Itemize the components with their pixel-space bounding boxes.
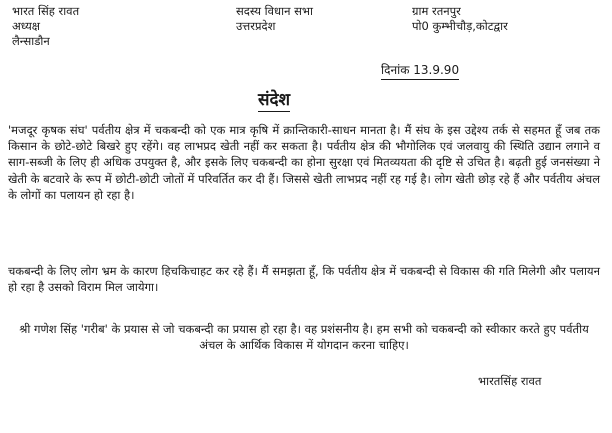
office-block bbox=[236, 4, 313, 34]
signature: भारतसिंह रावत bbox=[478, 374, 542, 388]
letter-date: दिनांक 13.9.90 bbox=[381, 63, 459, 80]
address-village: ग्राम रतनपुर bbox=[412, 4, 461, 18]
message-paragraph-2: चकबन्दी के लिए लोग भ्रम के कारण हिचकिचाहट कर रहे हैं। मैं समझता हूँ, कि पर्वतीय क्षेत्र में चकबन्दी से विकास की गति मिलेगी और पलायन हो रहा है उसको विराम मिल जायेगा। bbox=[8, 264, 600, 295]
office-state: उत्तरप्रदेश bbox=[236, 19, 276, 33]
sender-block bbox=[12, 4, 79, 49]
address-post: पो0 कुम्भीचौड़,कोटद्वार bbox=[412, 19, 508, 33]
message-paragraph-1: 'मजदूर कृषक संघ' पर्वतीय क्षेत्र में चकबन्दी को एक मात्र कृषि में क्रान्तिकारी-साधन मानता है। मैं संघ के इस उद्देश्य तर्क से सहमत हूँ जब तक किसान के छोटे-छोटे बिखरे हुए रहेंगे। वह लाभप्रद खेती नहीं कर सकता है। पर्वतीय क्षेत्र की भौगोलिक एवं जलवायु की स्थिति उद्यान लगाने व साग-सब्जी के लिए ही अधिक उपयुक्त है, और इसके लिए चकबन्दी का होना सुरक्षा एवं मितव्ययता की दृष्टि से उचित है। बढ़ती हुई जनसंख्या ने खेती के बटवारे के रूप में छोटी-छोटी जोतों में परिवर्तित कर दी हैं। जिससे खेती लाभप्रद नहीं रह गई है। लोग खेती छोड़ रहे हैं और पर्वतीय अंचल के लोगों का पलायन हो रहा है। bbox=[8, 123, 600, 202]
sender-name: भारत सिंह रावत bbox=[12, 4, 80, 18]
office-title: सदस्य विधान सभा bbox=[236, 4, 313, 18]
sender-place: लैन्साडौन bbox=[12, 34, 50, 48]
message-title: संदेश bbox=[258, 90, 291, 110]
sender-designation: अध्यक्ष bbox=[12, 19, 41, 33]
address-block bbox=[412, 4, 508, 34]
message-paragraph-3: श्री गणेश सिंह 'गरीब' के प्रयास से जो चकबन्दी का प्रयास हो रहा है। वह प्रशंसनीय है। हम सभी को चकबन्दी को स्वीकार करते हुए पर्वतीय अंचल के आर्थिक विकास में योगदान करना चाहिए। bbox=[19, 322, 589, 353]
